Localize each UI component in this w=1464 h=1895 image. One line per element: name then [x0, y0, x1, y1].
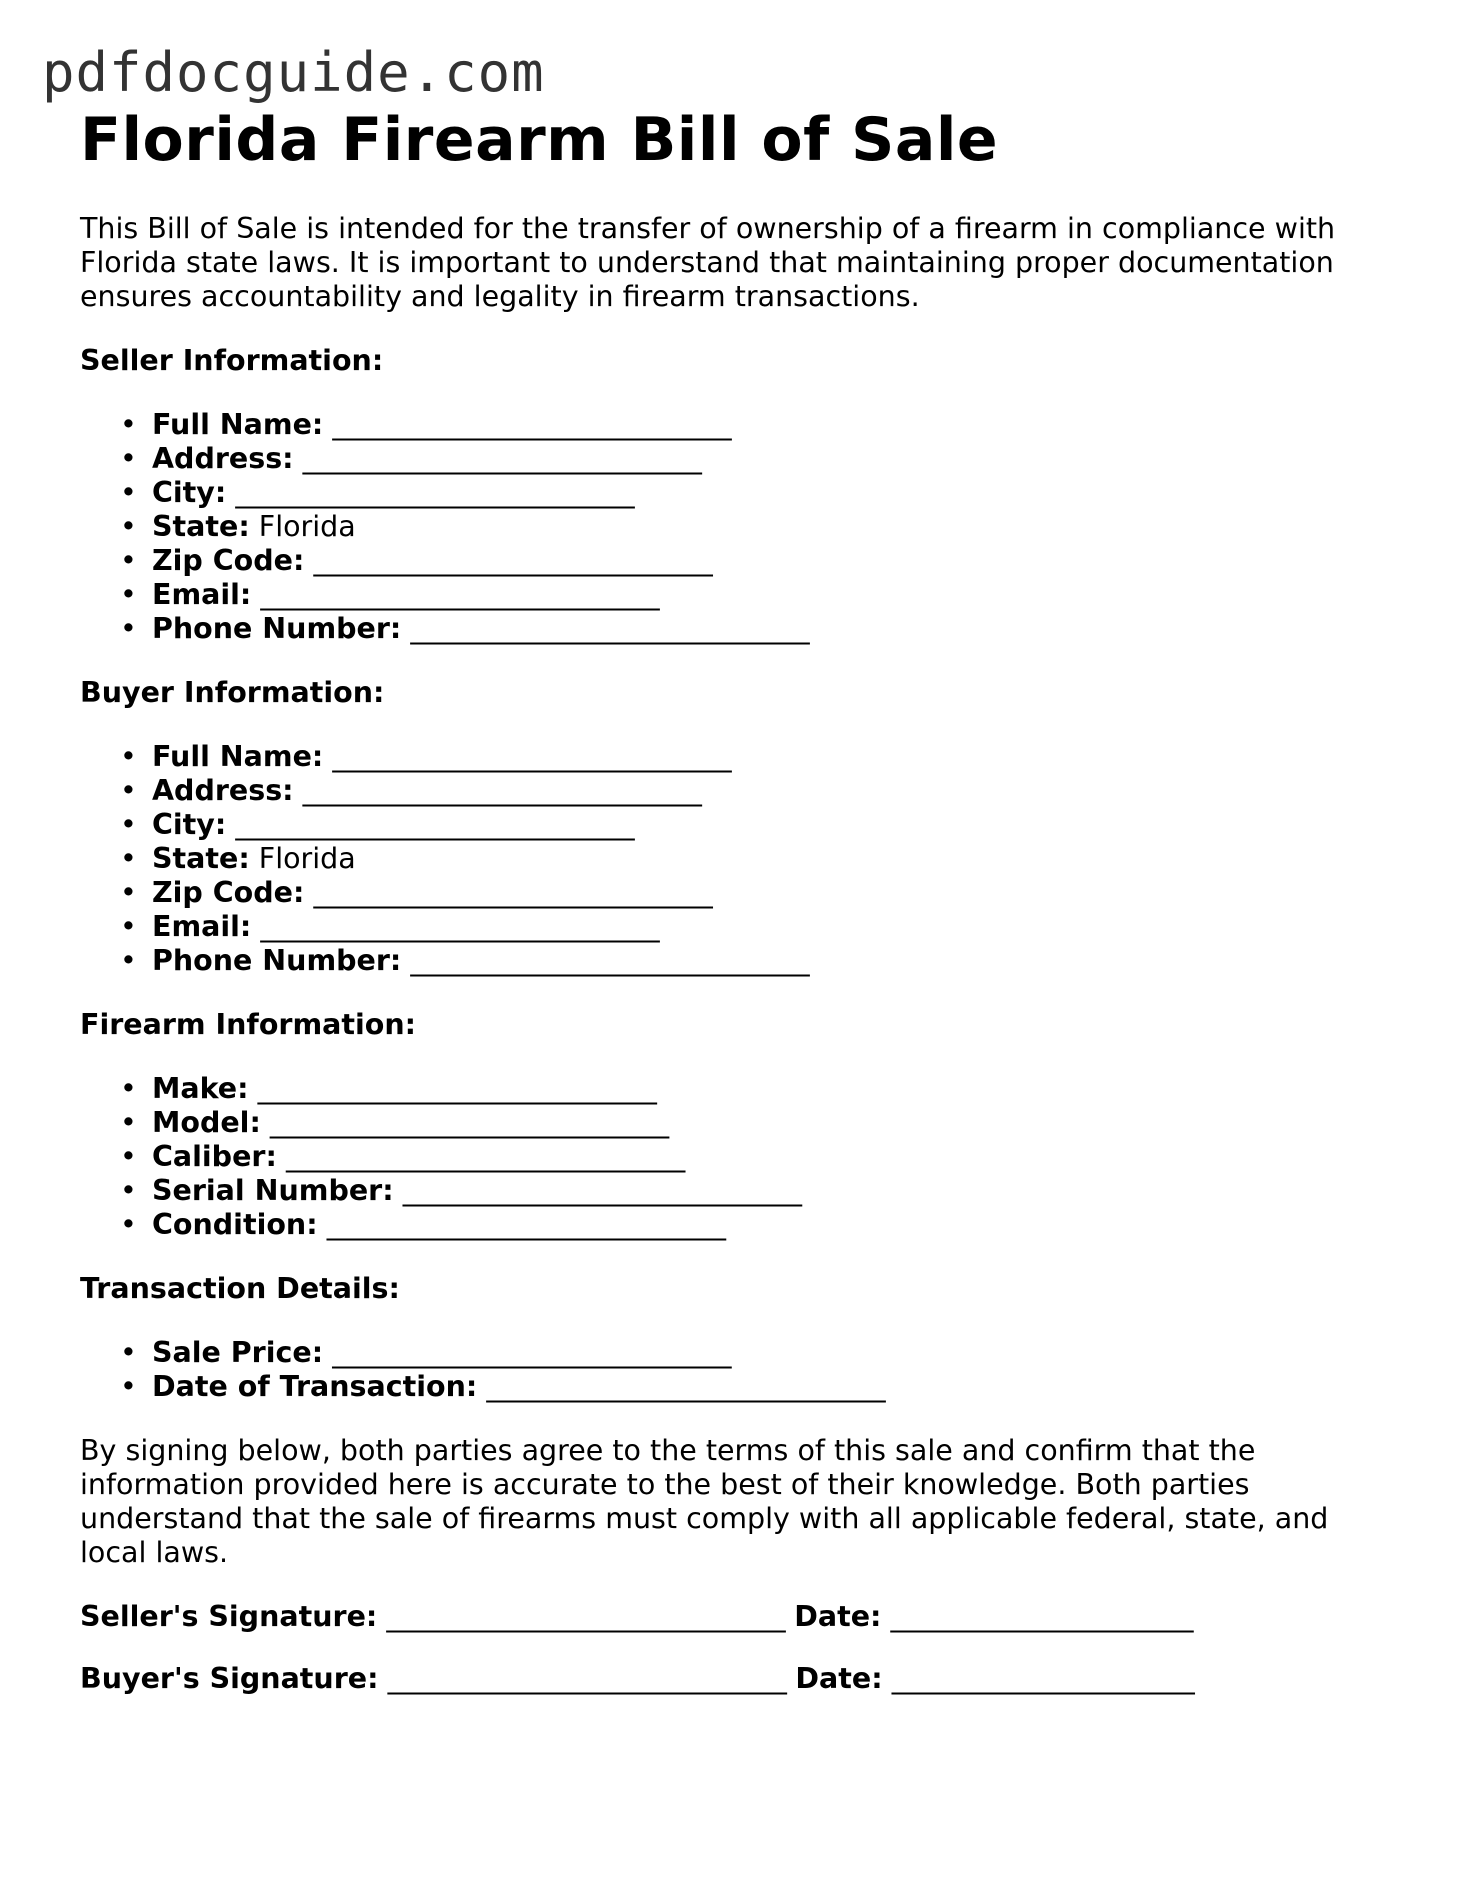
seller-signature-label: Seller's Signature: — [80, 1600, 378, 1633]
list-item — [152, 876, 1380, 910]
list-item — [152, 1106, 1380, 1140]
list-item — [152, 910, 1380, 944]
list-item — [152, 442, 1380, 476]
seller-zip-field[interactable]: _____________________________ — [313, 544, 713, 577]
list-item — [152, 544, 1380, 578]
list-item — [152, 1174, 1380, 1208]
buyer-email-field[interactable]: _____________________________ — [260, 910, 660, 943]
transaction-list — [80, 1336, 1380, 1404]
buyer-city-label: City: — [152, 808, 227, 841]
watermark: pdfdocguide.com — [42, 41, 545, 104]
firearm-caliber-label: Caliber: — [152, 1140, 277, 1173]
firearm-heading: Firearm Information: — [80, 1008, 417, 1041]
seller-city-label: City: — [152, 476, 227, 509]
firearm-model-label: Model: — [152, 1106, 261, 1139]
seller-city-field[interactable]: _____________________________ — [235, 476, 635, 509]
seller-state-label: State: — [152, 510, 250, 543]
document — [80, 104, 1380, 1696]
seller-signature-row — [80, 1600, 1380, 1634]
firearm-list — [80, 1072, 1380, 1242]
seller-full-name-field[interactable]: _____________________________ — [332, 408, 732, 441]
list-item — [152, 1072, 1380, 1106]
buyer-address-field[interactable]: _____________________________ — [302, 774, 702, 807]
seller-phone-field[interactable]: _____________________________ — [410, 612, 810, 645]
closing-paragraph: By signing below, both parties agree to the terms of this sale and confirm that the information provided here is accurate to the best of their knowledge. Both parties understand that the sale of firearms must comply with all applicable federal, state, and local laws. — [80, 1434, 1329, 1569]
seller-state-value: Florida — [258, 510, 356, 543]
seller-email-field[interactable]: _____________________________ — [260, 578, 660, 611]
firearm-make-label: Make: — [152, 1072, 249, 1105]
buyer-date-field[interactable]: ______________________ — [891, 1662, 1195, 1695]
buyer-heading: Buyer Information: — [80, 676, 385, 709]
buyer-signature-label: Buyer's Signature: — [80, 1662, 379, 1695]
firearm-serial-label: Serial Number: — [152, 1174, 394, 1207]
list-item — [152, 510, 1380, 544]
seller-date-label: Date: — [794, 1600, 882, 1633]
seller-address-field[interactable]: _____________________________ — [302, 442, 702, 475]
seller-list — [80, 408, 1380, 646]
buyer-phone-label: Phone Number: — [152, 944, 402, 977]
buyer-signature-row — [80, 1662, 1380, 1696]
transaction-date-field[interactable]: _____________________________ — [486, 1370, 886, 1403]
list-item — [152, 612, 1380, 646]
list-item — [152, 1370, 1380, 1404]
list-item — [152, 842, 1380, 876]
buyer-state-value: Florida — [258, 842, 356, 875]
sale-price-field[interactable]: _____________________________ — [332, 1336, 731, 1369]
seller-phone-label: Phone Number: — [152, 612, 402, 645]
buyer-address-label: Address: — [152, 774, 294, 807]
seller-full-name-label: Full Name: — [152, 408, 324, 441]
list-item — [152, 1208, 1380, 1242]
transaction-date-label: Date of Transaction: — [152, 1370, 478, 1403]
list-item — [152, 808, 1380, 842]
intro-paragraph: This Bill of Sale is intended for the transfer of ownership of a firearm in compliance with Florida state laws. It is important to understand that maintaining proper documentation ensures accountability and legality in firearm transactions. — [80, 212, 1336, 313]
buyer-zip-label: Zip Code: — [152, 876, 305, 909]
list-item — [152, 476, 1380, 510]
buyer-list — [80, 740, 1380, 978]
list-item — [152, 578, 1380, 612]
firearm-model-field[interactable]: _____________________________ — [269, 1106, 669, 1139]
buyer-email-label: Email: — [152, 910, 252, 943]
sale-price-label: Sale Price: — [152, 1336, 324, 1369]
list-item — [152, 774, 1380, 808]
buyer-date-label: Date: — [795, 1662, 883, 1695]
seller-zip-label: Zip Code: — [152, 544, 305, 577]
buyer-city-field[interactable]: _____________________________ — [235, 808, 635, 841]
list-item — [152, 944, 1380, 978]
buyer-state-label: State: — [152, 842, 250, 875]
firearm-condition-label: Condition: — [152, 1208, 318, 1241]
seller-signature-field[interactable]: _____________________________ — [386, 1600, 786, 1633]
firearm-make-field[interactable]: _____________________________ — [257, 1072, 657, 1105]
firearm-condition-field[interactable]: _____________________________ — [326, 1208, 726, 1241]
list-item — [152, 408, 1380, 442]
list-item — [152, 1336, 1380, 1370]
seller-date-field[interactable]: ______________________ — [890, 1600, 1193, 1633]
seller-email-label: Email: — [152, 578, 252, 611]
list-item — [152, 1140, 1380, 1174]
seller-address-label: Address: — [152, 442, 294, 475]
seller-heading: Seller Information: — [80, 344, 384, 377]
page-title: Florida Firearm Bill of Sale — [80, 105, 999, 175]
buyer-full-name-label: Full Name: — [152, 740, 324, 773]
list-item — [152, 740, 1380, 774]
buyer-zip-field[interactable]: _____________________________ — [313, 876, 713, 909]
firearm-caliber-field[interactable]: _____________________________ — [285, 1140, 685, 1173]
buyer-phone-field[interactable]: _____________________________ — [410, 944, 810, 977]
firearm-serial-field[interactable]: _____________________________ — [402, 1174, 802, 1207]
buyer-signature-field[interactable]: _____________________________ — [387, 1662, 787, 1695]
buyer-full-name-field[interactable]: _____________________________ — [332, 740, 732, 773]
transaction-heading: Transaction Details: — [80, 1272, 400, 1305]
